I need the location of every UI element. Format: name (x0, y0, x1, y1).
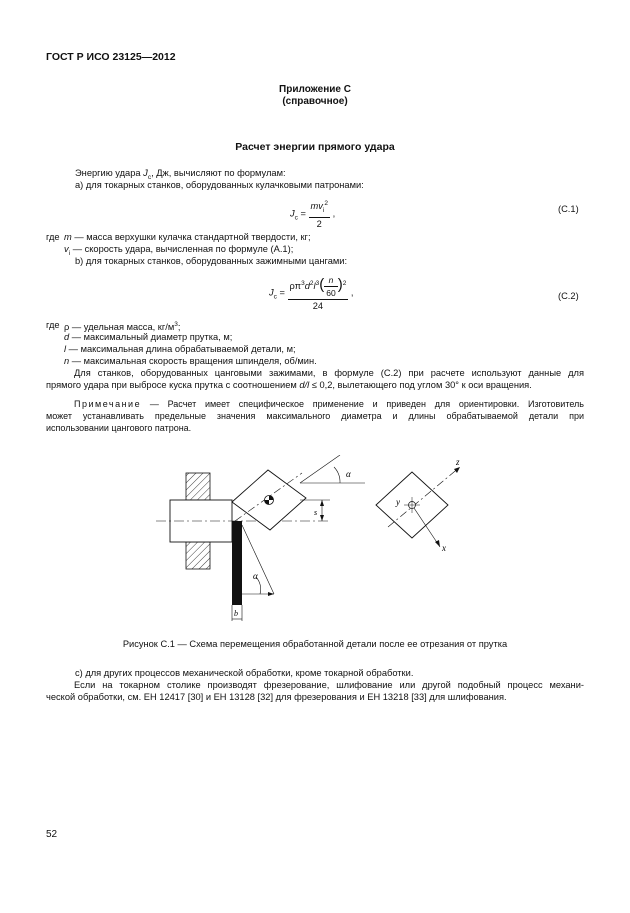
figure-c1-diagram (150, 455, 470, 630)
paragraph-collet-line2: прямого удара при выбросе куска прутка с соотношением d/l ≤ 0,2, вылетающего под углом 30° к оси вращения. (46, 380, 532, 390)
page-number: 52 (46, 829, 58, 840)
note-line1: Примечание — Расчет имеет специфическое применение и приведен для ориентировки. Изготовитель (74, 399, 584, 409)
equation-c2: $J_c$ = $\rho\pi^3d^2l^3$( $\frac{n}{60}$ )$^2$ 24 , (269, 275, 354, 311)
paragraph-other-line2: ческой обработки, см. ЕН 12417 [30] и ЕН 13128 [32] для фрезерования и ЕН 13218 [33] для шлифования. (46, 692, 507, 702)
equation-c2-label: (С.2) (558, 291, 579, 301)
item-a: а) для токарных станков, оборудованных кулачковыми патронами: (75, 180, 364, 190)
document-header: ГОСТ Р ИСО 23125—2012 (46, 51, 176, 63)
note-line3: использовании цангового патрона. (46, 423, 192, 433)
cutoff-tool (232, 521, 242, 605)
item-c: с) для других процессов механической обработки, кроме токарной обработки. (75, 668, 414, 678)
axis-x-label: x (442, 543, 446, 553)
angle-alpha-bottom: α (253, 571, 258, 581)
angle-alpha-top: α (346, 469, 351, 479)
item-b: b) для токарных станков, оборудованных зажимными цангами: (75, 256, 348, 266)
where2-item-n: n — максимальная скорость вращения шпинделя, об/мин. (64, 356, 317, 366)
intro-line: Энергию удара $J_c$, Дж, вычисляют по формулам: (75, 168, 286, 181)
figure-caption: Рисунок С.1 — Схема перемещения обработанной детали после ее отрезания от прутка (122, 639, 508, 649)
equation-c1-label: (С.1) (558, 204, 579, 214)
paragraph-collet-line1: Для станков, оборудованных цанговыми зажимами, в формуле (С.2) при расчете используют данные для (74, 368, 584, 378)
where2-item-d: d — максимальный диаметр прутка, м; (64, 332, 233, 342)
where2-item-rho: ρ — удельная масса, $кг/м^3$; (64, 321, 181, 333)
equation-c1: $J_c$ = $\frac{mv_i^2}{2}$ , (290, 200, 336, 229)
note-line2: может устанавливать предельные значения максимального диаметра и длины обрабатываемой детали при (46, 411, 584, 421)
appendix-label: Приложение С (279, 84, 351, 95)
dimension-b: b (234, 609, 238, 618)
axis-y-label: y (396, 497, 400, 507)
axis-z-label: z (456, 457, 460, 467)
where2-item-l: l — максимальная длина обрабатываемой детали, м; (64, 344, 296, 354)
where2-prefix: где (46, 320, 60, 330)
dimension-s: s (314, 508, 318, 517)
paragraph-other-line1: Если на токарном столике производят фрезерование, шлифование или другой подобный процесс механи- (74, 680, 584, 690)
where1-item-v: $v_i$ — скорость удара, вычисленная по формуле (А.1); (64, 244, 294, 257)
appendix-type: (справочное) (282, 96, 348, 107)
where1-item-m: m — масса верхушки кулачка стандартной твердости, кг; (64, 232, 311, 242)
chuck-jaw-top (186, 473, 210, 500)
where1-prefix: где (46, 232, 60, 242)
section-title: Расчет энергии прямого удара (235, 141, 395, 153)
chuck-jaw-bottom (186, 542, 210, 569)
